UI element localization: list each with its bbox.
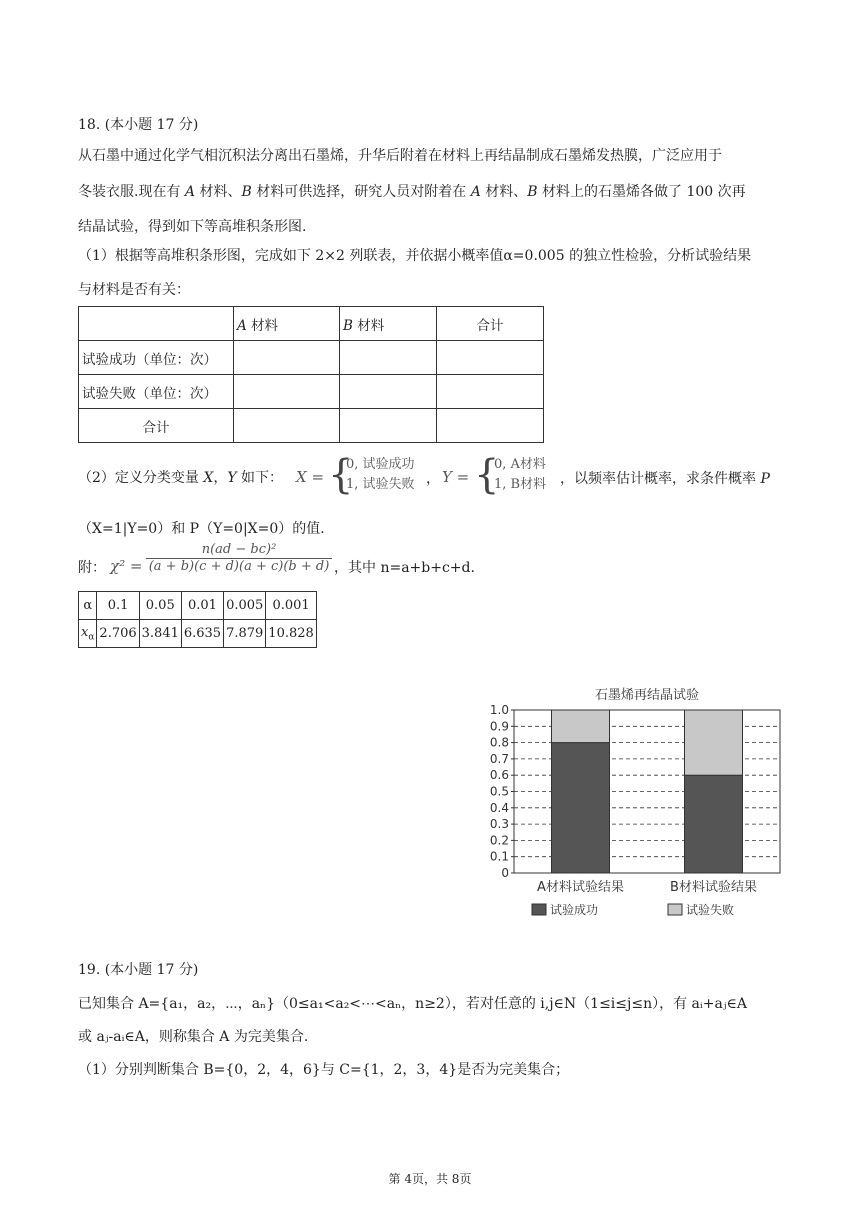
legend-swatch <box>668 904 682 915</box>
legend-label: 试验失败 <box>686 903 735 917</box>
q19-part1: （1）分别判断集合 B={0，2，4，6}与 C={1，2，3，4}是否为完美集合； <box>78 1062 570 1078</box>
table-cell <box>234 341 340 375</box>
y-tick-label: 1.0 <box>489 703 509 717</box>
q18-part2-tail: ，以频率估计概率，求条件概率 P <box>560 471 770 487</box>
bar-segment <box>685 710 743 775</box>
y-tick-label: 0 <box>501 866 509 880</box>
q18-part1-line1: （1）根据等高堆积条形图，完成如下 2×2 列联表，并依据小概率值α=0.005 的独立性检验，分析试验结果 <box>78 248 752 264</box>
contingency-table <box>78 306 544 443</box>
table-cell <box>340 375 437 409</box>
comma: ， <box>426 471 440 487</box>
text-run: 材料可供选择，研究人员对附着在 <box>251 184 471 200</box>
text-run: 材料上的石墨烯各做了 100 次再 <box>537 184 746 200</box>
q18-part2-line2: （X=1|Y=0）和 P（Y=0|X=0）的值. <box>78 521 325 537</box>
alpha-value: 0.001 <box>266 592 317 620</box>
y-tick-label: 0.2 <box>489 833 509 848</box>
table-header-total: 合计 <box>437 307 544 341</box>
alpha-value: 0.1 <box>97 592 139 620</box>
table-cell <box>234 375 340 409</box>
q18-part1-line2: 与材料是否有关： <box>78 282 190 298</box>
def-x-lhs: X = <box>296 468 325 486</box>
row-label-total: 合计 <box>79 409 234 443</box>
def-x-cases <box>346 455 415 495</box>
table-row <box>79 620 317 648</box>
chi-square-numerator: n(ad − bc)² <box>146 542 332 559</box>
table-cell <box>437 409 544 443</box>
table-header-b: B 材料 <box>340 307 437 341</box>
row-label-success: 试验成功（单位：次） <box>79 341 234 375</box>
legend-label: 试验成功 <box>550 903 599 917</box>
table-cell <box>234 409 340 443</box>
q18-paragraph-line2 <box>78 182 746 202</box>
table-row <box>79 307 544 341</box>
def-y-case2: 1, B材料 <box>494 477 547 492</box>
text-run: 冬装衣服.现在有 <box>78 184 185 200</box>
y-tick-label: 0.6 <box>489 768 509 783</box>
table-cell <box>437 375 544 409</box>
page-footer: 第 4页，共 8页 <box>388 1172 472 1186</box>
q19-paragraph-line2: 或 aⱼ-aᵢ∈A，则称集合 A 为完美集合. <box>78 1029 309 1045</box>
table-cell <box>340 341 437 375</box>
table-cell <box>79 307 234 341</box>
q18-part2-intro: （2）定义分类变量 X，Y 如下： <box>78 470 284 486</box>
bar-segment <box>685 775 743 873</box>
row-label-failure: 试验失败（单位：次） <box>79 375 234 409</box>
table-header-a: A 材料 <box>234 307 340 341</box>
def-x-case1: 0, 试验成功 <box>346 457 415 472</box>
q19-header: 19. (本小题 17 分) <box>78 962 199 978</box>
text-run: 材料、 <box>195 184 242 200</box>
appendix-label: 附： <box>78 560 106 576</box>
chart-title: 石墨烯再结晶试验 <box>594 688 700 703</box>
q19-paragraph-line1: 已知集合 A={a₁，a₂，⋯，aₙ}（0≤a₁<a₂<⋯<aₙ，n≥2），若对任意的 i,j∈N（1≤i≤j≤n），有 aᵢ+aⱼ∈A <box>78 996 747 1012</box>
text-run: 材料、 <box>480 184 528 200</box>
legend-swatch <box>532 904 546 915</box>
y-tick-label: 0.7 <box>489 751 509 766</box>
chi-square-denominator: (a + b)(c + d)(a + c)(b + d) <box>148 559 330 574</box>
bar-segment <box>552 710 610 743</box>
stacked-bar-chart <box>470 680 790 930</box>
table-cell <box>437 341 544 375</box>
chi-square-lhs: χ² = <box>110 557 143 575</box>
brace-x: { <box>328 452 354 498</box>
y-tick-label: 0.3 <box>489 817 509 832</box>
alpha-value: 0.005 <box>224 592 266 620</box>
y-tick-label: 0.1 <box>489 849 509 864</box>
y-tick-label: 0.9 <box>489 719 509 734</box>
x-category-label: A材料试验结果 <box>537 880 624 895</box>
critical-value: 7.879 <box>224 620 266 648</box>
table-cell <box>340 409 437 443</box>
table-row <box>79 592 317 620</box>
y-tick-label: 0.5 <box>489 784 509 799</box>
def-x-case2: 1, 试验失败 <box>346 477 415 492</box>
q18-paragraph-line1: 从石墨中通过化学气相沉积法分离出石墨烯，升华后附着在材料上再结晶制成石墨烯发热膜，广泛应用于 <box>78 148 722 164</box>
critical-value: 10.828 <box>266 620 317 648</box>
x-category-label: B材料试验结果 <box>670 880 757 895</box>
table-row <box>79 341 544 375</box>
alpha-value: 0.01 <box>181 592 223 620</box>
critical-value: 2.706 <box>97 620 139 648</box>
table-row <box>79 409 544 443</box>
y-tick-label: 0.4 <box>489 800 509 815</box>
def-y-lhs: Y = <box>442 468 470 486</box>
brace-y: { <box>474 452 500 498</box>
alpha-label: α <box>79 592 97 620</box>
def-y-cases <box>494 455 546 495</box>
alpha-value: 0.05 <box>139 592 181 620</box>
x-alpha-label: $x_\alpha$ <box>79 620 97 648</box>
critical-value-table <box>78 591 317 648</box>
var-B: B <box>527 184 538 200</box>
chi-square-fraction <box>146 542 332 574</box>
table-row <box>79 375 544 409</box>
y-tick-label: 0.8 <box>489 735 509 750</box>
q18-paragraph-line3: 结晶试验，得到如下等高堆积条形图. <box>78 219 307 235</box>
var-A: A <box>470 184 481 200</box>
bar-segment <box>552 743 610 873</box>
def-y-case1: 0, A材料 <box>494 457 546 472</box>
var-A: A <box>184 184 196 200</box>
critical-value: 3.841 <box>139 620 181 648</box>
var-B: B <box>241 184 252 200</box>
q18-header: 18. (本小题 17 分) <box>78 117 199 133</box>
critical-value: 6.635 <box>181 620 223 648</box>
appendix-tail: ，其中 n=a+b+c+d. <box>334 560 475 576</box>
